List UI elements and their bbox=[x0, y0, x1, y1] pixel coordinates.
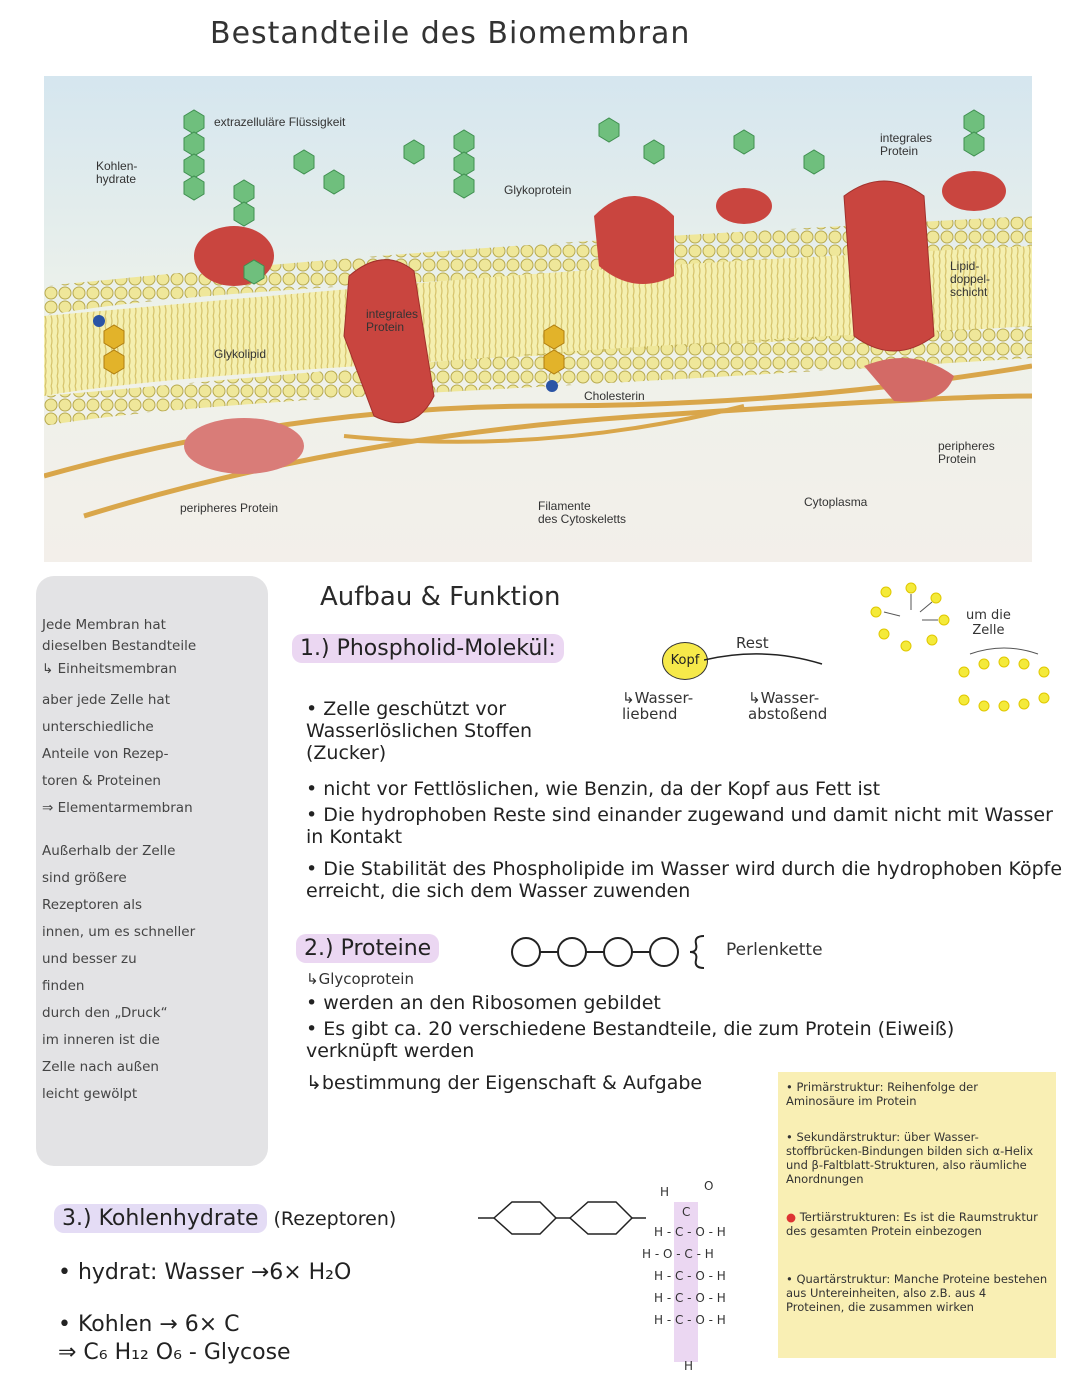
struktur-item: • Quartärstruktur: Manche Proteine bestehen aus Untereinheiten, also z.B. aus 4 Proteinen, die zusammen wirken bbox=[786, 1272, 1048, 1314]
hydrat-line: • hydrat: Wasser →6× H₂O bbox=[58, 1260, 352, 1285]
label-filamente: Filamente des Cytoskeletts bbox=[538, 499, 627, 526]
kopf-circle: Kopf bbox=[662, 642, 708, 680]
phospholipid-bullet: • Zelle geschützt vor Wasserlöslichen Stoffen (Zucker) bbox=[306, 698, 533, 764]
side-note-line: unterschiedliche bbox=[42, 719, 154, 735]
pearl-chain-icon bbox=[504, 932, 724, 972]
rest-label: Rest bbox=[736, 634, 769, 652]
side-note-line: dieselben Bestandteile bbox=[42, 638, 197, 654]
svg-text:C: C bbox=[682, 1205, 691, 1219]
side-note-line: finden bbox=[42, 978, 85, 994]
svg-text:H: H bbox=[660, 1185, 670, 1199]
kohlenhydrate-heading: 3.) Kohlenhydrate (Rezeptoren) bbox=[54, 1206, 396, 1231]
label-peripheres-protein-right: peripheres Protein bbox=[938, 439, 995, 466]
phospholipid-bullet: • nicht vor Fettlöslichen, wie Benzin, da der Kopf aus Fett ist bbox=[306, 778, 881, 800]
micelle-icon bbox=[866, 576, 956, 656]
side-note-line: sind größere bbox=[42, 870, 127, 886]
label-peripheres-protein-left: peripheres Protein bbox=[180, 501, 279, 515]
glucose-chain-formula bbox=[640, 1176, 770, 1376]
glucose-formula: ⇒ C₆ H₁₂ O₆ - Glycose bbox=[58, 1340, 291, 1365]
struktur-item: ● Tertiärstrukturen: Es ist die Raumstruktur des gesamten Protein einbezogen bbox=[786, 1210, 1038, 1238]
rest-line bbox=[704, 650, 824, 670]
side-note-line: toren & Proteinen bbox=[42, 773, 161, 789]
side-note-line: ⇒ Elementarmembran bbox=[42, 800, 193, 816]
svg-text:H: H bbox=[684, 1359, 694, 1373]
side-note-line: Anteile von Rezep- bbox=[42, 746, 169, 762]
glucose-ring-icon bbox=[478, 1190, 648, 1246]
bestimmung-note: ↳bestimmung der Eigenschaft & Aufgabe bbox=[306, 1072, 703, 1094]
struktur-item: • Sekundärstruktur: über Wasser-stoffbrücken-Bindungen bilden sich α-Helix und β-Faltblatt-Strukturen, also räumliche Anordnungen bbox=[786, 1130, 1034, 1186]
label-kohlenhydrate: Kohlen- hydrate bbox=[96, 159, 138, 186]
side-note-line: und besser zu bbox=[42, 951, 137, 967]
side-note-text bbox=[42, 612, 196, 1108]
side-note-line: Rezeptoren als bbox=[42, 897, 143, 913]
label-cytoplasma: Cytoplasma bbox=[804, 495, 868, 509]
um-die-zelle-label: um die Zelle bbox=[966, 608, 1011, 638]
struktur-item: • Primärstruktur: Reihenfolge der Aminosäure im Protein bbox=[786, 1080, 978, 1108]
svg-text:H - O - C - H: H - O - C - H bbox=[642, 1247, 714, 1261]
kohlen-line: • Kohlen → 6× C bbox=[58, 1312, 240, 1337]
side-note-line: durch den „Druck“ bbox=[42, 1005, 168, 1021]
label-cholesterin: Cholesterin bbox=[584, 389, 645, 403]
svg-text:H - C - O - H: H - C - O - H bbox=[654, 1313, 726, 1327]
side-note-line: ↳ Einheitsmembran bbox=[42, 661, 177, 677]
page-title: Bestandteile des Biomembran bbox=[210, 16, 691, 51]
side-note-line: leicht gewölpt bbox=[42, 1086, 138, 1102]
side-note-line: aber jede Zelle hat bbox=[42, 692, 170, 708]
glycoprotein-note: ↳Glycoprotein bbox=[306, 970, 414, 988]
side-note-line: im inneren ist die bbox=[42, 1032, 160, 1048]
label-extrazellulaer: extrazelluläre Flüssigkeit bbox=[214, 115, 346, 129]
svg-text:H - C - O - H: H - C - O - H bbox=[654, 1225, 726, 1239]
kopf-note: ↳Wasser- liebend bbox=[622, 689, 694, 723]
label-lipid-doppelschicht: Lipid- doppel- schicht bbox=[950, 259, 991, 299]
svg-text:H - C - O - H: H - C - O - H bbox=[654, 1291, 726, 1305]
section-title: Aufbau & Funktion bbox=[320, 582, 561, 612]
bilayer-icon bbox=[950, 642, 1060, 712]
label-glykoprotein: Glykoprotein bbox=[504, 183, 572, 197]
svg-text:H - C - O - H: H - C - O - H bbox=[654, 1269, 726, 1283]
label-integrales-protein-mid: integrales Protein bbox=[366, 307, 419, 334]
phospholipid-bullet: • Die Stabilität des Phospholipide im Wasser wird durch die hydrophoben Köpfe erreicht, die sich dem Wasser zuwenden bbox=[306, 858, 1063, 902]
side-note-line: innen, um es schneller bbox=[42, 924, 196, 940]
proteine-bullet: • werden an den Ribosomen gebildet bbox=[306, 992, 661, 1014]
proteine-heading: 2.) Proteine bbox=[296, 936, 439, 961]
side-note-line: Außerhalb der Zelle bbox=[42, 843, 176, 859]
side-note-line: Jede Membran hat bbox=[42, 617, 166, 633]
label-integrales-protein-top: integrales Protein bbox=[880, 131, 933, 158]
side-note-line: Zelle nach außen bbox=[42, 1059, 159, 1075]
membrane-figure bbox=[44, 76, 1032, 562]
phospholipid-heading: 1.) Phospholid-Molekül: bbox=[292, 636, 564, 661]
perlenkette-label: Perlenkette bbox=[726, 940, 823, 960]
rest-note: ↳Wasser- abstoßend bbox=[748, 689, 828, 723]
phospholipid-bullet: • Die hydrophoben Reste sind einander zugewand und damit nicht mit Wasser in Kontakt bbox=[306, 804, 1053, 848]
proteine-bullet: • Es gibt ca. 20 verschiedene Bestandteile, die zum Protein (Eiweiß) verknüpft werden bbox=[306, 1018, 955, 1062]
svg-text:O: O bbox=[704, 1179, 714, 1193]
label-glykolipid: Glykolipid bbox=[214, 347, 267, 361]
